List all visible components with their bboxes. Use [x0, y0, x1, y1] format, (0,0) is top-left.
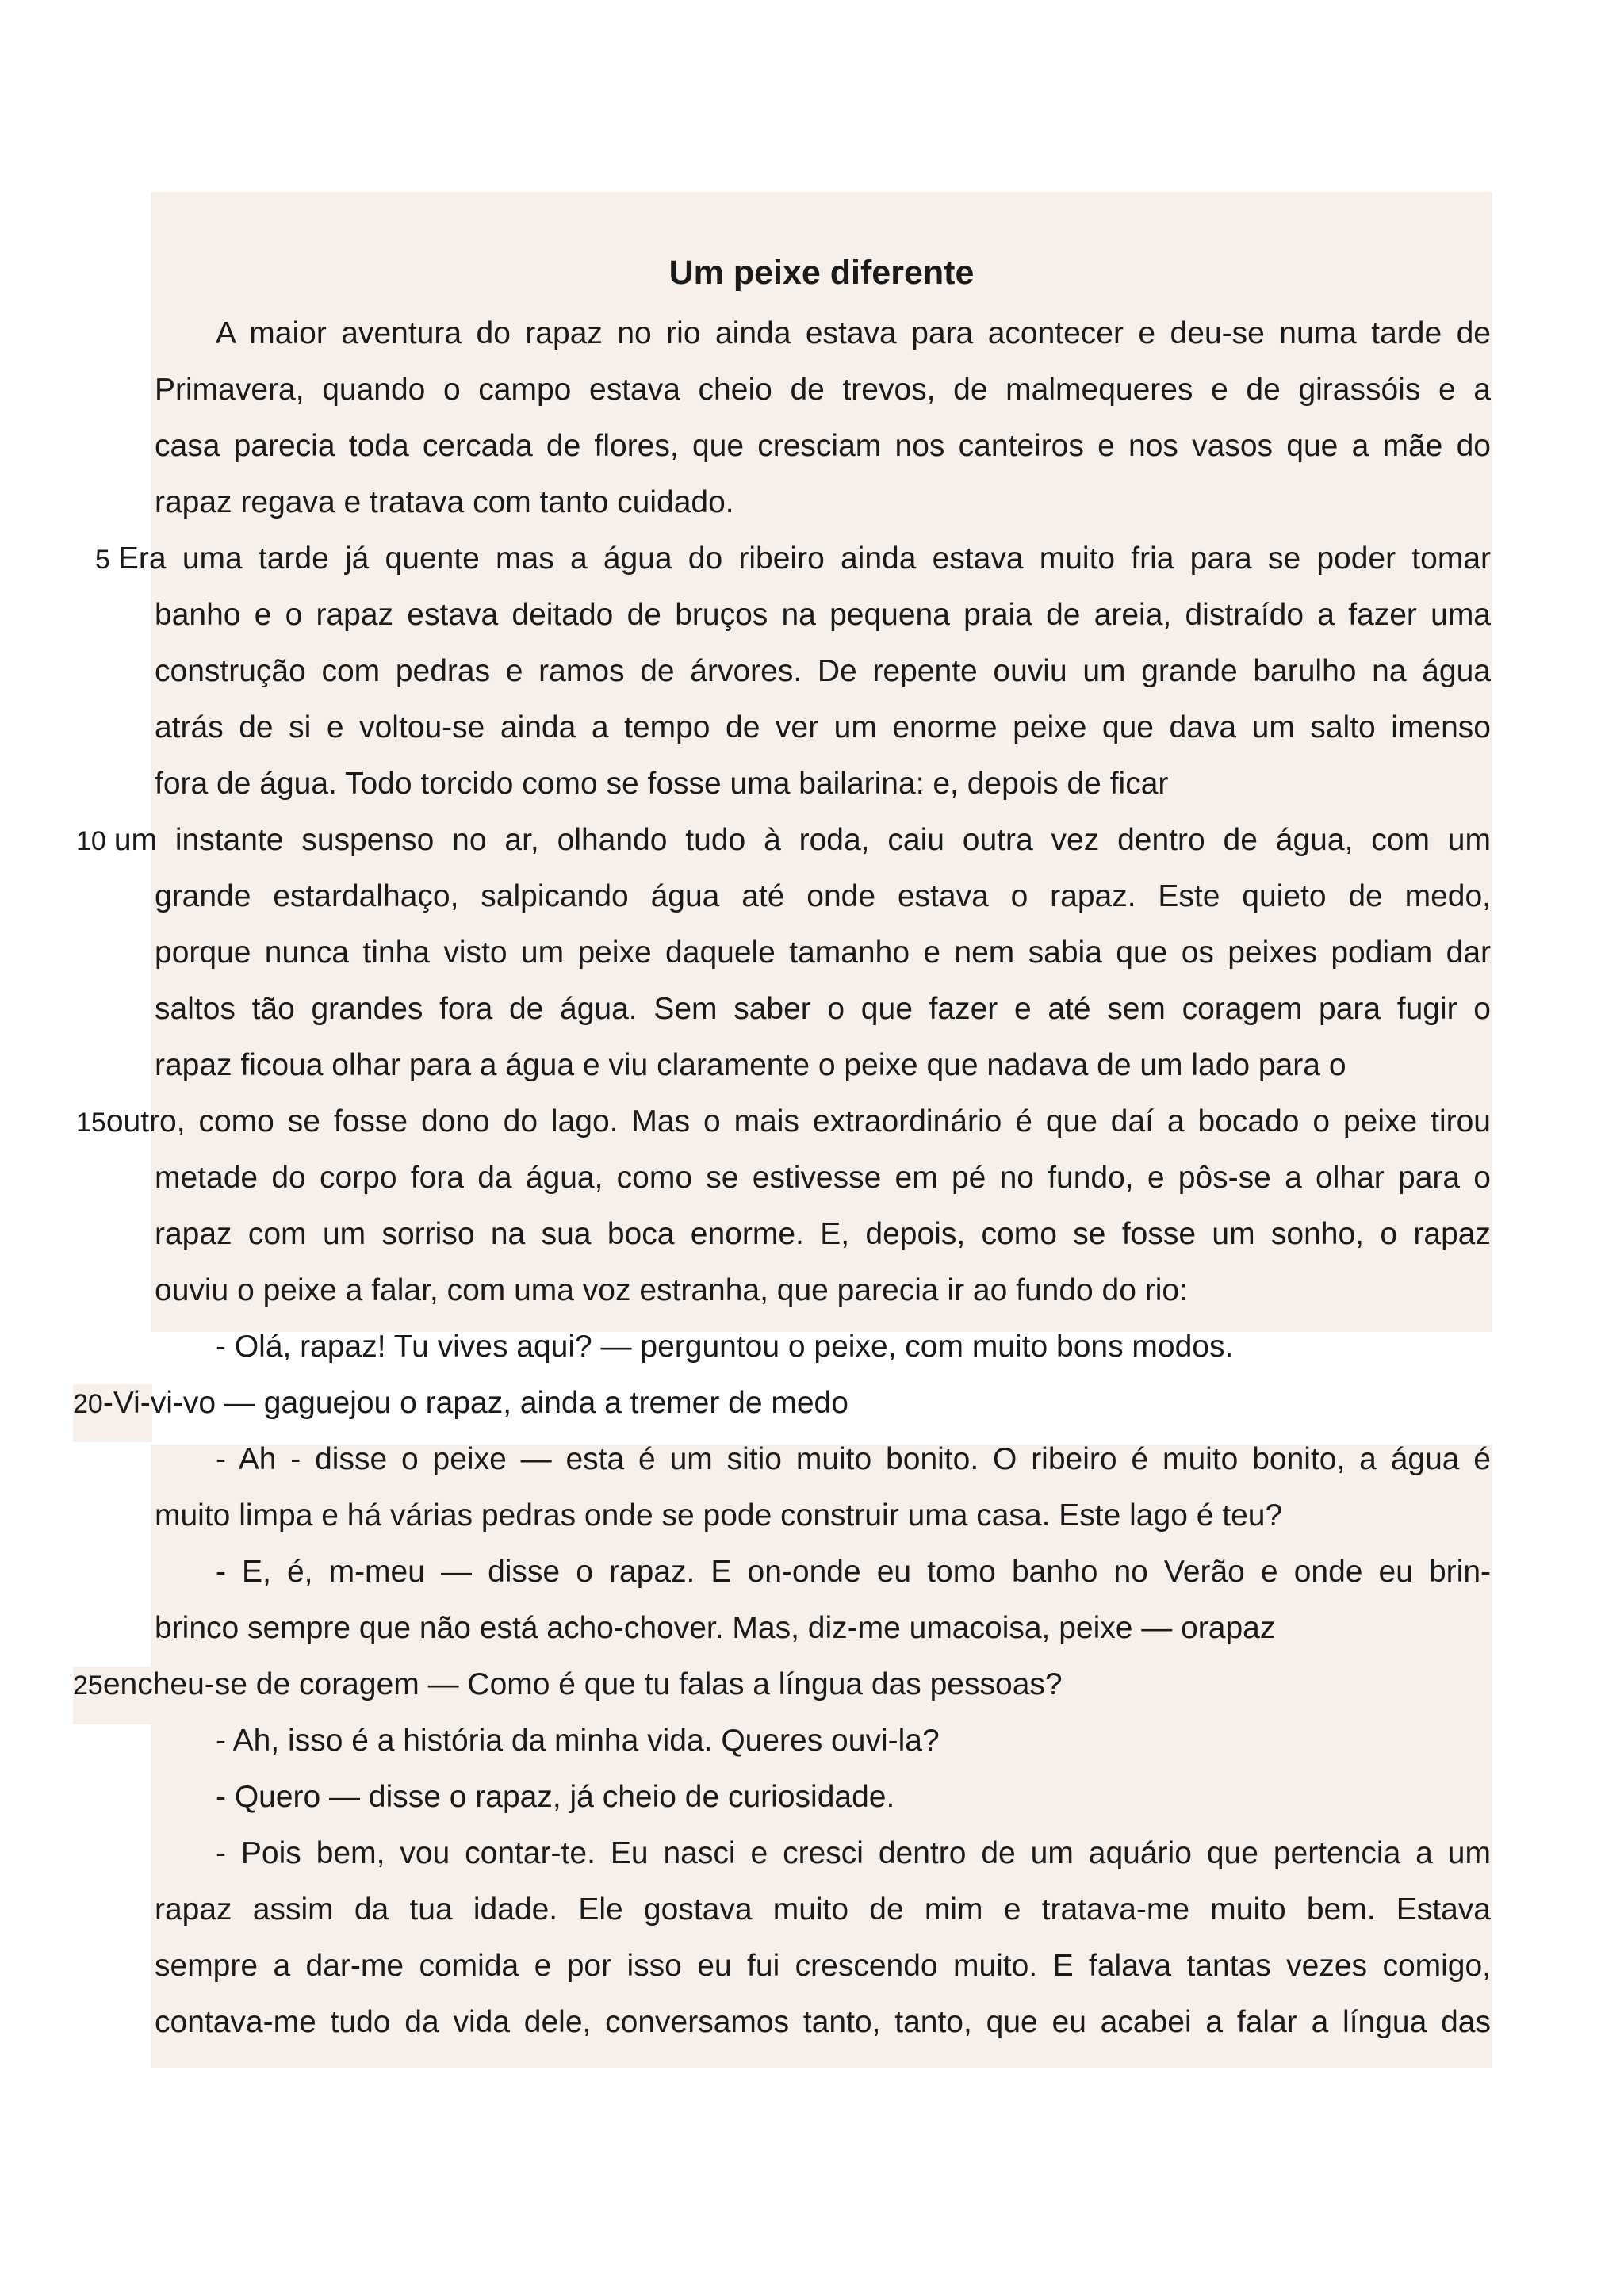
text-line	[216, 1544, 1491, 1600]
line-text: - Quero — disse o rapaz, já cheio de curiosidade.	[216, 1780, 895, 1814]
line-number: 15	[76, 1108, 106, 1138]
text-line	[76, 812, 1491, 868]
text-line	[155, 362, 1491, 418]
line-text: rapaz com um sorriso na sua boca enorme. E, depois, como se fosse um sonho, o rapaz	[155, 1217, 1491, 1251]
line-text: rapaz ficoua olhar para a água e viu claramente o peixe que nadava de um lado para o	[155, 1048, 1346, 1082]
line-text: metade do corpo fora da água, como se estivesse em pé no fundo, e pôs-se a olhar para o	[155, 1161, 1491, 1195]
line-number: 25	[73, 1670, 103, 1701]
text-line	[76, 1093, 1491, 1150]
line-text: - Ah - disse o peixe — esta é um sitio muito bonito. O ribeiro é muito bonito, a água é	[216, 1442, 1491, 1476]
line-text: - Olá, rapaz! Tu vives aqui? — perguntou o peixe, com muito bons modos.	[216, 1330, 1234, 1364]
text-line	[95, 530, 1491, 587]
line-text: A maior aventura do rapaz no rio ainda estava para acontecer e deu-se numa tarde de	[216, 316, 1491, 350]
text-line	[155, 1938, 1491, 1994]
text-line	[216, 1431, 1491, 1487]
text-line	[216, 1825, 1491, 1881]
line-text: brinco sempre que não está acho-chover. Mas, diz-me umacoisa, peixe — orapaz	[155, 1611, 1276, 1645]
line-text: muito limpa e há várias pedras onde se pode construir uma casa. Este lago é teu?	[155, 1498, 1283, 1533]
text-line	[155, 1994, 1491, 2050]
line-text: ouviu o peixe a falar, com uma voz estranha, que parecia ir ao fundo do rio:	[155, 1273, 1188, 1307]
text-line	[216, 305, 1491, 362]
text-line	[73, 1375, 848, 1431]
text-line	[216, 1318, 1233, 1375]
line-text: construção com pedras e ramos de árvores. De repente ouviu um grande barulho na água	[155, 654, 1491, 688]
line-text: Primavera, quando o campo estava cheio de trevos, de malmequeres e de girassóis e a	[155, 373, 1491, 407]
text-line	[155, 1150, 1491, 1206]
line-text: contava-me tudo da vida dele, conversamos tanto, tanto, que eu acabei a falar a língua das	[155, 2005, 1491, 2039]
line-text: - Pois bem, vou contar-te. Eu nasci e cresci dentro de um aquário que pertencia a um	[216, 1836, 1491, 1870]
text-line	[155, 418, 1491, 474]
text-line	[155, 474, 734, 530]
text-line	[216, 1712, 940, 1769]
line-number: 20	[73, 1389, 103, 1419]
text-line	[155, 1262, 1188, 1318]
line-text: outro, como se fosse dono do lago. Mas o mais extraordinário é que daí a bocado o peixe tirou	[105, 1104, 1491, 1138]
line-text: sempre a dar-me comida e por isso eu fui crescendo muito. E falava tantas vezes comigo,	[155, 1949, 1491, 1983]
text-line	[155, 1487, 1282, 1544]
line-text: - E, é, m-meu — disse o rapaz. E on-onde eu tomo banho no Verão e onde eu brin-	[216, 1555, 1491, 1589]
text-line	[155, 1881, 1491, 1938]
text-line	[155, 924, 1491, 981]
text-line	[216, 1769, 894, 1825]
text-line	[155, 643, 1491, 699]
text-line	[73, 1656, 1063, 1712]
text-line	[155, 587, 1491, 643]
line-text: grande estardalhaço, salpicando água até onde estava o rapaz. Este quieto de medo,	[155, 879, 1491, 913]
line-text: Era uma tarde já quente mas a água do ribeiro ainda estava muito fria para se poder tomar	[117, 541, 1491, 576]
line-text: - Ah, isso é a história da minha vida. Queres ouvi-la?	[216, 1724, 940, 1758]
text-line	[155, 756, 1168, 812]
line-text: fora de água. Todo torcido como se fosse uma bailarina: e, depois de ficar	[155, 767, 1169, 801]
line-text: encheu-se de coragem — Como é que tu falas a língua das pessoas?	[102, 1667, 1063, 1701]
text-line	[155, 868, 1491, 924]
line-text: -Vi-vi-vo — gaguejou o rapaz, ainda a tremer de medo	[102, 1386, 848, 1420]
text-line	[155, 1206, 1491, 1262]
text-line	[155, 1600, 1275, 1656]
text-line	[155, 981, 1491, 1037]
line-text: rapaz assim da tua idade. Ele gostava muito de mim e tratava-me muito bem. Estava	[155, 1892, 1491, 1927]
line-number: 10	[76, 826, 106, 856]
document-title: Um peixe diferente	[668, 254, 975, 292]
line-text: atrás de si e voltou-se ainda a tempo de ver um enorme peixe que dava um salto imenso	[155, 710, 1491, 744]
line-text: porque nunca tinha visto um peixe daquele tamanho e nem sabia que os peixes podiam dar	[155, 936, 1491, 970]
line-text: banho e o rapaz estava deitado de bruços na pequena praia de areia, distraído a fazer uma	[155, 598, 1491, 632]
text-line	[155, 699, 1491, 756]
line-text: casa parecia toda cercada de flores, que cresciam nos canteiros e nos vasos que a mãe do	[155, 429, 1491, 463]
text-line	[155, 1037, 1346, 1093]
line-number: 5	[95, 545, 110, 575]
line-text: um instante suspenso no ar, olhando tudo à roda, caiu outra vez dentro de água, com um	[113, 823, 1491, 857]
line-text: saltos tão grandes fora de água. Sem saber o que fazer e até sem coragem para fugir o	[155, 992, 1491, 1026]
line-text: rapaz regava e tratava com tanto cuidado.	[155, 485, 734, 519]
